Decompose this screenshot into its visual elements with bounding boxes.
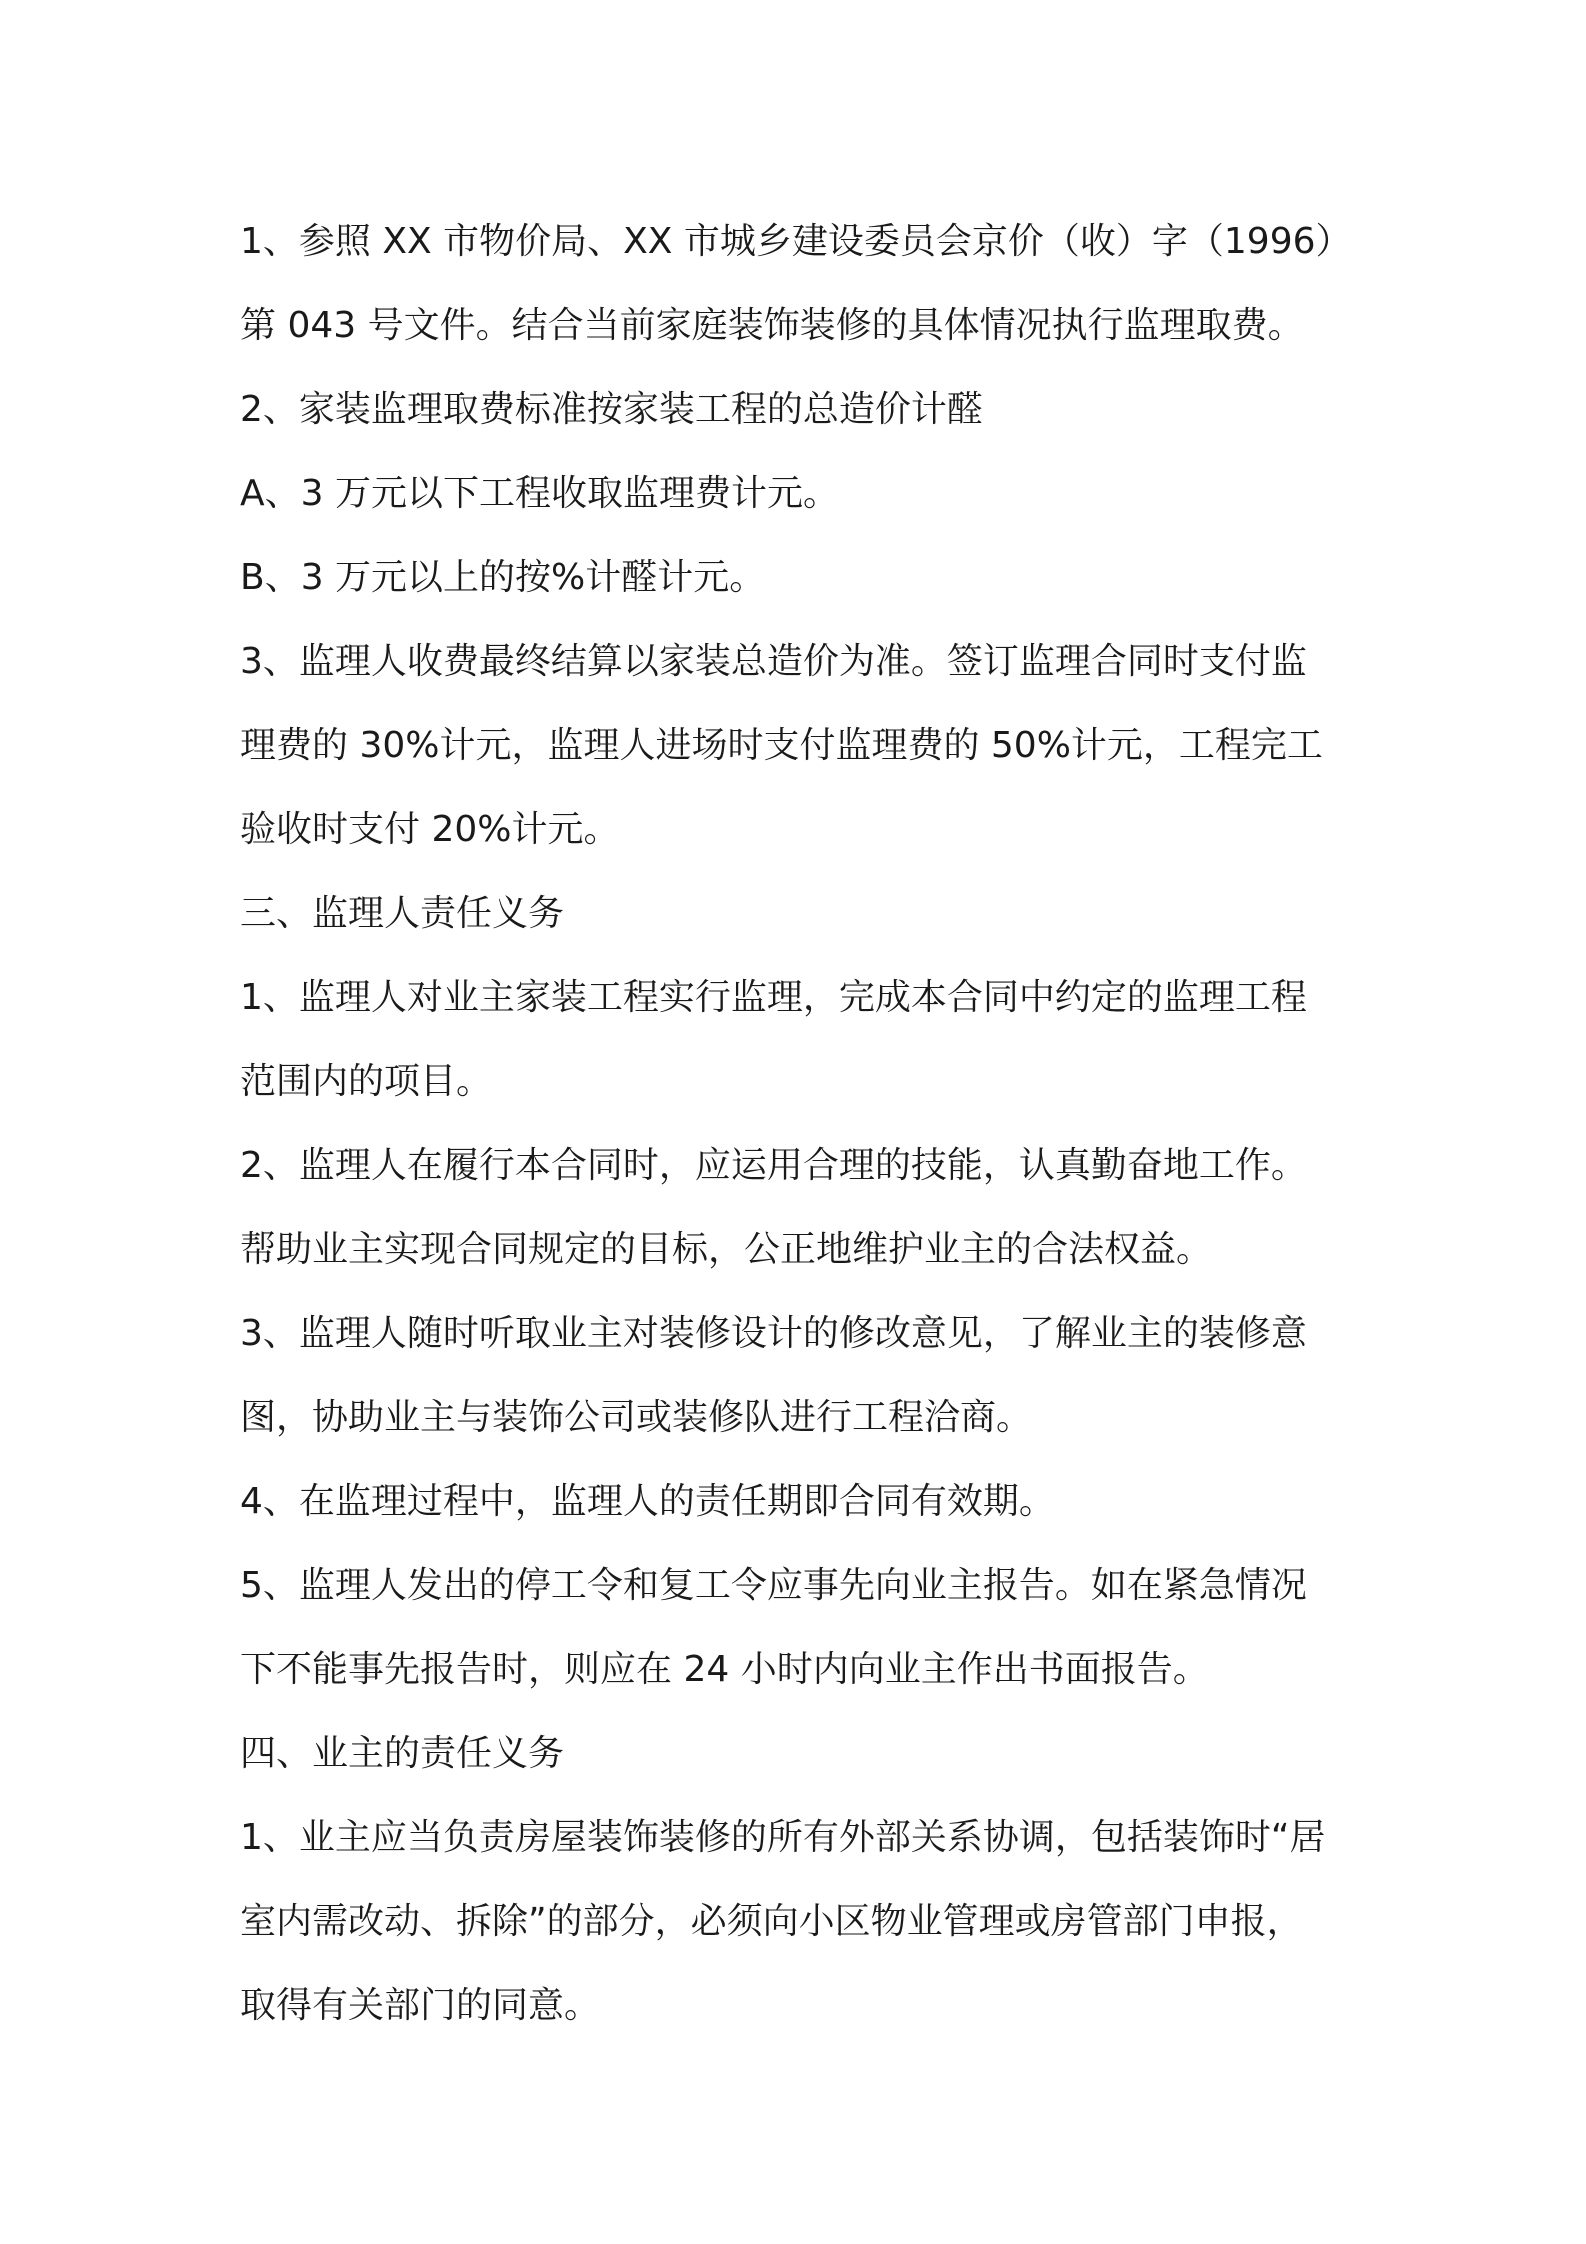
text-line: 理费的 30%计元，监理人进场时支付监理费的 50%计元，工程完工 bbox=[240, 725, 1323, 766]
text-line: 取得有关部门的同意。 bbox=[240, 1985, 601, 2026]
text-line: 1、监理人对业主家装工程实行监理，完成本合同中约定的监理工程 bbox=[240, 977, 1307, 1018]
text-line: 4、在监理过程中，监理人的责任期即合同有效期。 bbox=[240, 1481, 1055, 1522]
text-line: 1、业主应当负责房屋装饰装修的所有外部关系协调，包括装饰时“居 bbox=[240, 1817, 1326, 1858]
section-heading: 三、监理人责任义务 bbox=[240, 893, 565, 934]
text-line: 1、参照 XX 市物价局、XX 市城乡建设委员会京价（收）字（1996） bbox=[240, 221, 1352, 262]
text-line: 验收时支付 20%计元。 bbox=[240, 809, 620, 850]
text-line: B、3 万元以上的按%计醛计元。 bbox=[240, 557, 766, 598]
text-line: 2、家装监理取费标准按家装工程的总造价计醛 bbox=[240, 389, 983, 430]
text-line: 3、监理人收费最终结算以家装总造价为准。签订监理合同时支付监 bbox=[240, 641, 1307, 682]
text-line: 图，协助业主与装饰公司或装修队进行工程洽商。 bbox=[240, 1397, 1033, 1438]
text-line: 5、监理人发出的停工令和复工令应事先向业主报告。如在紧急情况 bbox=[240, 1565, 1307, 1606]
text-line: 2、监理人在履行本合同时，应运用合理的技能，认真勤奋地工作。 bbox=[240, 1145, 1307, 1186]
text-line: A、3 万元以下工程收取监理费计元。 bbox=[240, 473, 839, 514]
text-line: 下不能事先报告时，则应在 24 小时内向业主作出书面报告。 bbox=[240, 1649, 1209, 1690]
text-line: 3、监理人随时听取业主对装修设计的修改意见，了解业主的装修意 bbox=[240, 1313, 1307, 1354]
document-body bbox=[240, 200, 1360, 2048]
text-line: 第 043 号文件。结合当前家庭装饰装修的具体情况执行监理取费。 bbox=[240, 305, 1304, 346]
text-line: 帮助业主实现合同规定的目标，公正地维护业主的合法权益。 bbox=[240, 1229, 1213, 1270]
text-line: 室内需改动、拆除”的部分，必须向小区物业管理或房管部门申报， bbox=[240, 1901, 1303, 1942]
section-heading: 四、业主的责任义务 bbox=[240, 1733, 565, 1774]
text-line: 范围内的项目。 bbox=[240, 1061, 493, 1102]
